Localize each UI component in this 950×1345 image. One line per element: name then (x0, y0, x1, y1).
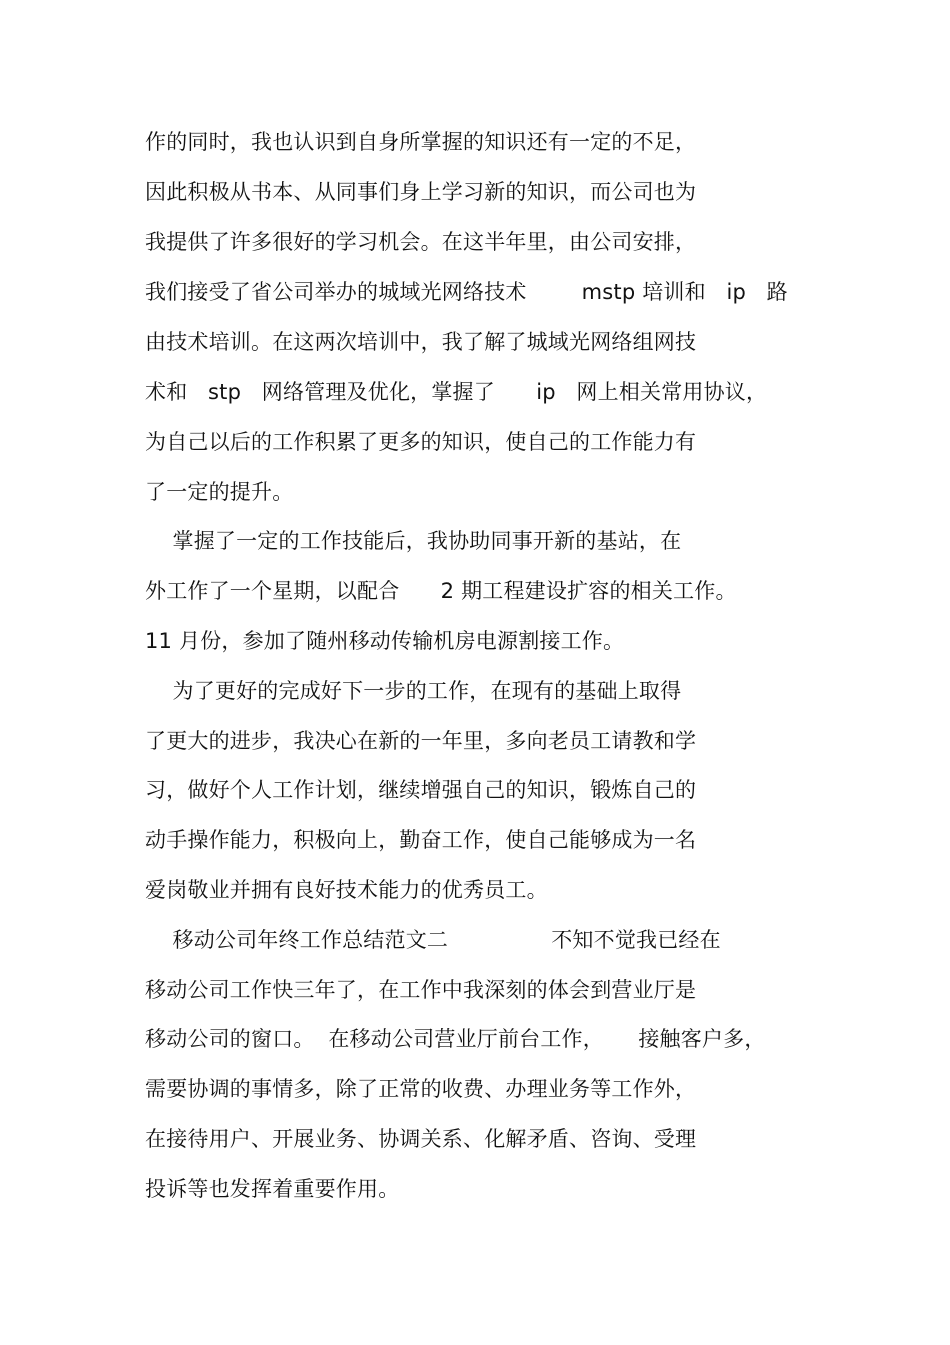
text-line: 掌握了一定的工作技能后，我协助同事开新的基站，在 (145, 529, 682, 553)
text-line: 动手操作能力，积极向上，勤奋工作，使自己能够成为一名 (145, 828, 697, 852)
text-line: 我们接受了省公司举办的城域光网络技术 mstp 培训和 ip 路 (145, 280, 788, 304)
text-line: 因此积极从书本、从同事们身上学习新的知识，而公司也为 (145, 180, 697, 204)
text-line: 投诉等也发挥着重要作用。 (145, 1177, 400, 1201)
text-line: 作的同时，我也认识到自身所掌握的知识还有一定的不足， (145, 130, 697, 154)
text-line: 为自己以后的工作积累了更多的知识，使自己的工作能力有 (145, 430, 697, 454)
text-line: 习，做好个人工作计划，继续增强自己的知识，锻炼自己的 (145, 778, 697, 802)
text-line: 我提供了许多很好的学习机会。在这半年里，由公司安排， (145, 230, 697, 254)
text-line: 在接待用户、开展业务、协调关系、化解矛盾、咨询、受理 (145, 1127, 697, 1151)
text-line: 外工作了一个星期，以配合 2 期工程建设扩容的相关工作。 (145, 579, 737, 603)
text-line: 了更大的进步，我决心在新的一年里，多向老员工请教和学 (145, 729, 697, 753)
text-line: 移动公司工作快三年了，在工作中我深刻的体会到营业厅是 (145, 978, 697, 1002)
text-line: 为了更好的完成好下一步的工作，在现有的基础上取得 (145, 679, 682, 703)
text-line: 由技术培训。在这两次培训中，我了解了城域光网络组网技 (145, 330, 697, 354)
text-line: 术和 stp 网络管理及优化，掌握了 ip 网上相关常用协议， (145, 380, 768, 404)
text-line: 移动公司的窗口。 在移动公司营业厅前台工作， 接触客户多， (145, 1027, 766, 1051)
text-line: 需要协调的事情多，除了正常的收费、办理业务等工作外， (145, 1077, 697, 1101)
text-line: 11 月份，参加了随州移动传输机房电源割接工作。 (145, 629, 625, 653)
text-line: 了一定的提升。 (145, 480, 294, 504)
text-line: 爱岗敬业并拥有良好技术能力的优秀员工。 (145, 878, 548, 902)
text-line: 移动公司年终工作总结范文二 不知不觉我已经在 (145, 928, 721, 952)
